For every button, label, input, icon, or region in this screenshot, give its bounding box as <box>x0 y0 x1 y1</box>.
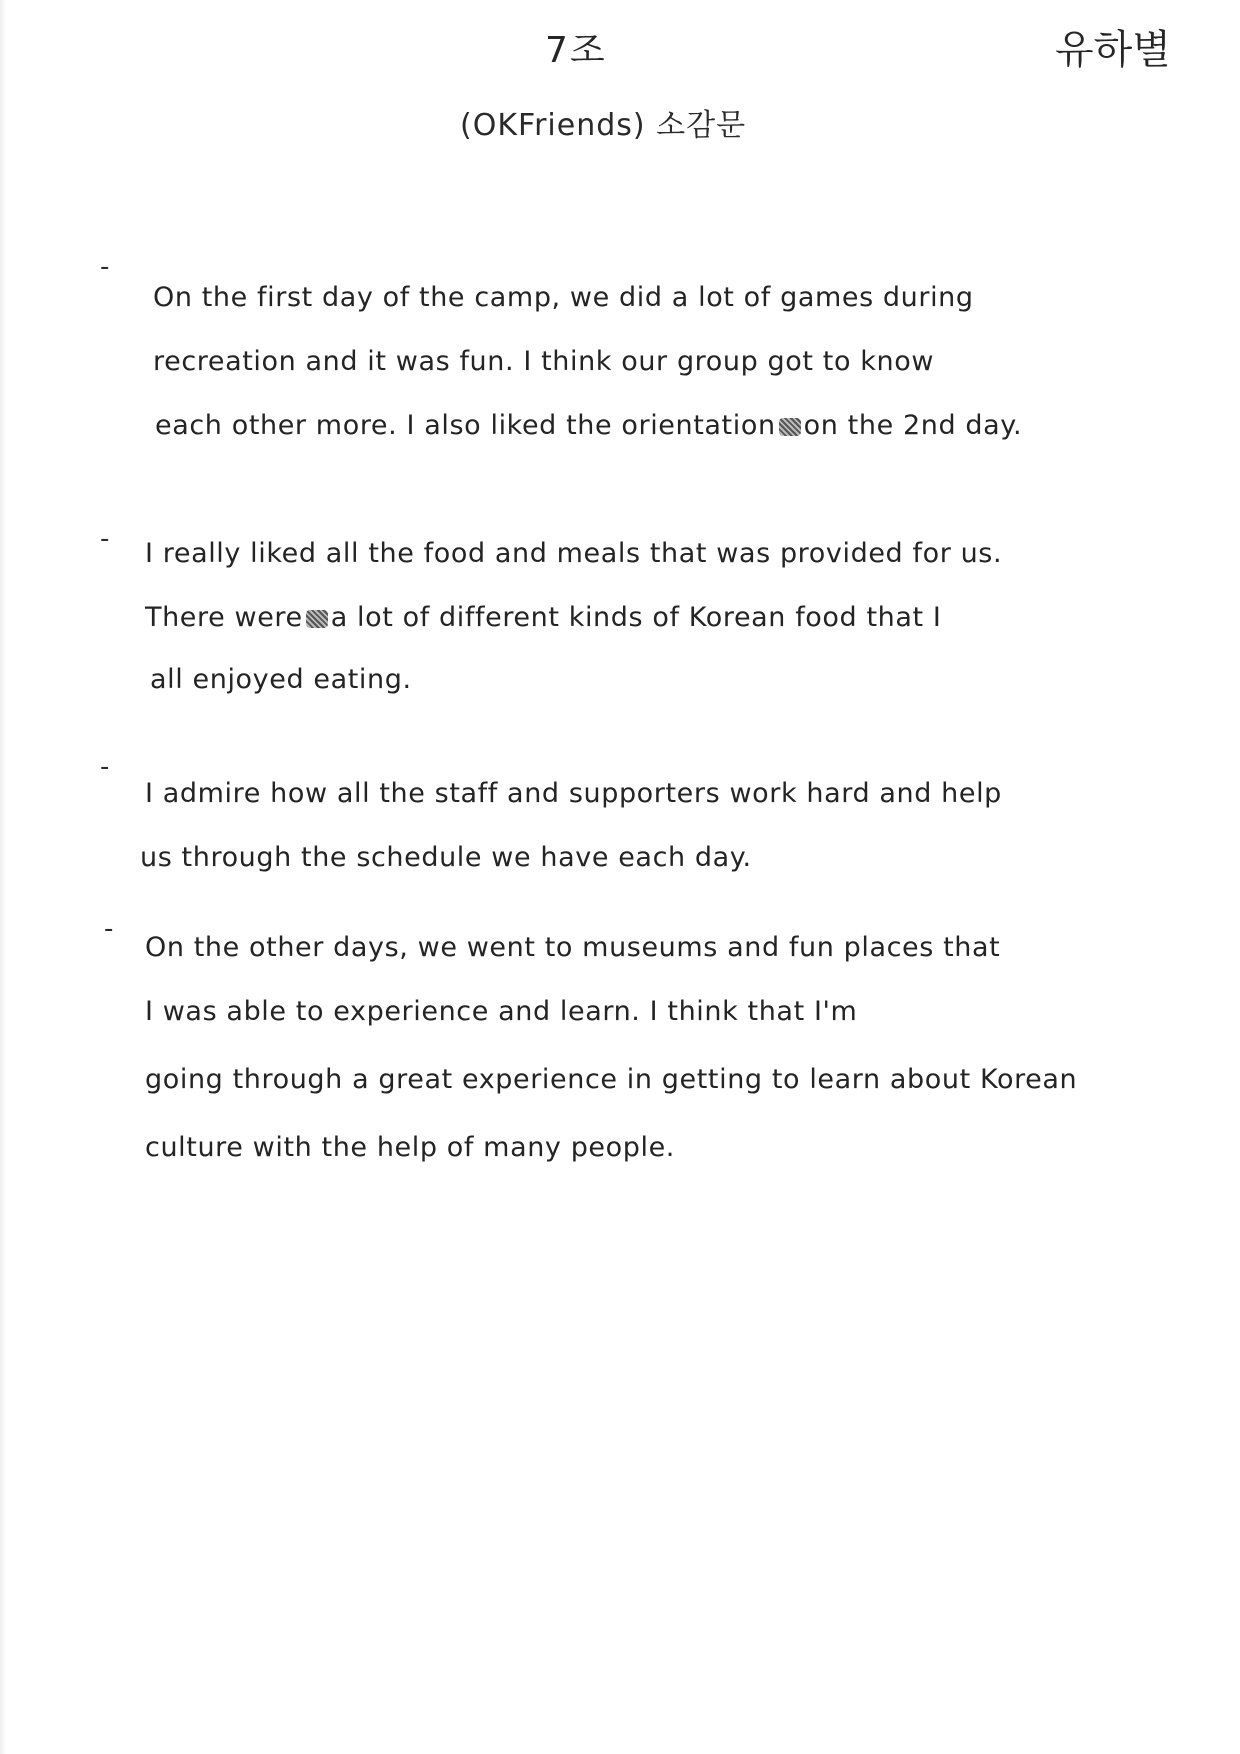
entry-line: I admire how all the staff and supporters work hard and help <box>145 778 1002 809</box>
bullet-dash: - <box>100 252 110 282</box>
entry-line-part: a lot of different kinds of Korean food that I <box>330 602 942 633</box>
entry-line: culture with the help of many people. <box>145 1132 675 1163</box>
author-name: 유하별 <box>1055 27 1171 73</box>
entry-line: On the other days, we went to museums and fun places that <box>145 932 1001 963</box>
entry-line: recreation and it was fun. I think our group got to know <box>153 346 935 377</box>
entry-line-part: each other more. I also liked the orientation <box>155 410 776 441</box>
entry-line: I was able to experience and learn. I think that I'm <box>145 996 858 1027</box>
document-title: (OKFriends) 소감문 <box>460 108 747 143</box>
entry-line: On the first day of the camp, we did a lot of games during <box>153 282 974 313</box>
entry-line: going through a great experience in getting to learn about Korean <box>145 1064 1078 1095</box>
bullet-dash: - <box>100 752 110 782</box>
entry-line: us through the schedule we have each day. <box>140 842 752 873</box>
entry-line-with-correction <box>145 602 941 633</box>
entry-line: all enjoyed eating. <box>150 664 412 695</box>
crossed-out-word <box>306 610 328 628</box>
crossed-out-word <box>779 418 801 436</box>
entry-line-part: on the 2nd day. <box>803 410 1023 441</box>
entry-line: I really liked all the food and meals that was provided for us. <box>145 538 1003 569</box>
scan-edge-shadow <box>0 0 6 1754</box>
bullet-dash: - <box>104 914 114 944</box>
entry-line-part: There were <box>145 602 303 633</box>
entry-line-with-correction <box>155 410 1022 441</box>
group-number: 7조 <box>545 30 607 71</box>
bullet-dash: - <box>100 524 110 554</box>
